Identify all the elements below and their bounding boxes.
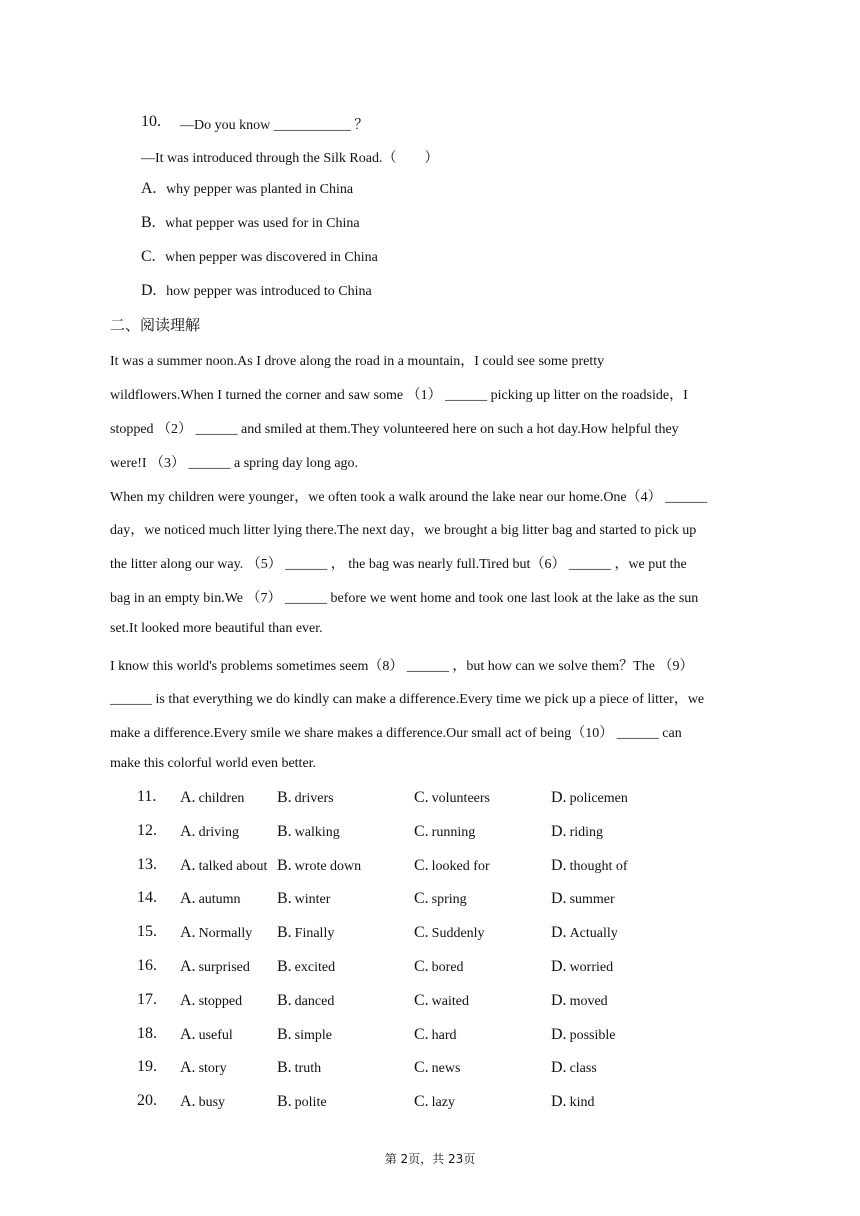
option-d	[551, 890, 615, 908]
option-text: children	[198, 791, 245, 806]
option-text: wrote down	[294, 859, 362, 874]
option-a	[180, 992, 242, 1010]
option-text: bored	[431, 960, 464, 975]
option-text: how pepper was introduced to China	[166, 284, 372, 299]
passage-line: stopped （2） ______ and smiled at them.They volunteered here on such a hot day.How helpful they	[110, 422, 679, 437]
option-letter: A.	[180, 789, 196, 806]
option-text: drivers	[294, 791, 334, 806]
option-a	[180, 1026, 233, 1044]
option-text: polite	[294, 1095, 327, 1110]
option-letter: C.	[414, 789, 429, 806]
option-text: excited	[294, 960, 336, 975]
option-d	[551, 1059, 597, 1077]
question-number: 15.	[137, 923, 157, 940]
option-c	[414, 857, 490, 875]
option-b	[277, 857, 361, 875]
passage-line: the litter along our way. （5） ______ ， the bag was nearly full.Tired but（6） ______ ，we put the	[110, 557, 687, 572]
option-text: spring	[431, 892, 467, 907]
option-letter: B.	[277, 1093, 292, 1110]
option-text: Suddenly	[431, 926, 485, 941]
option-letter: C.	[414, 890, 429, 907]
option-text: useful	[198, 1028, 233, 1043]
option-letter: A.	[180, 890, 196, 907]
option-text: worried	[569, 960, 614, 975]
option-text: news	[431, 1061, 461, 1076]
option-text: winter	[294, 892, 331, 907]
question-10-option-c	[141, 248, 378, 266]
option-a	[180, 1059, 227, 1077]
option-b	[277, 890, 330, 908]
option-text: riding	[569, 825, 604, 840]
option-letter: D.	[551, 958, 567, 975]
option-a	[180, 958, 250, 976]
option-d	[551, 992, 608, 1010]
option-letter: D.	[551, 890, 567, 907]
option-text: driving	[198, 825, 240, 840]
option-c	[414, 823, 475, 841]
option-a	[180, 890, 241, 908]
option-text: simple	[294, 1028, 333, 1043]
question-10-stem: —Do you know ___________ ？	[180, 118, 369, 133]
question-number: 13.	[137, 856, 157, 873]
option-letter: A.	[180, 823, 196, 840]
option-text: Finally	[294, 926, 335, 941]
option-text: talked about	[198, 859, 268, 874]
option-letter: C.	[414, 992, 429, 1009]
option-b	[277, 1026, 332, 1044]
option-b	[277, 1093, 327, 1111]
option-c	[414, 1093, 455, 1111]
option-a	[180, 823, 239, 841]
option-letter: A.	[180, 924, 196, 941]
option-text: waited	[431, 994, 469, 1009]
option-text: volunteers	[431, 791, 490, 806]
passage-line: wildflowers.When I turned the corner and saw some （1） ______ picking up litter on the roadside，I	[110, 388, 688, 403]
option-d	[551, 924, 618, 942]
option-text: when pepper was discovered in China	[165, 250, 378, 265]
option-letter: D.	[141, 282, 157, 299]
option-letter: B.	[277, 823, 292, 840]
passage-line: I know this world's problems sometimes seem（8） ______ ，but how can we solve them？The （9）	[110, 659, 694, 674]
option-letter: A.	[180, 1026, 196, 1043]
option-letter: B.	[277, 890, 292, 907]
question-10-option-b	[141, 214, 360, 232]
option-text: walking	[294, 825, 340, 840]
option-letter: C.	[414, 1093, 429, 1110]
option-c	[414, 890, 467, 908]
passage-line: set.It looked more beautiful than ever.	[110, 621, 323, 636]
question-number: 17.	[137, 991, 157, 1008]
option-text: thought of	[569, 859, 628, 874]
question-number: 20.	[137, 1092, 157, 1109]
option-text: autumn	[198, 892, 241, 907]
option-letter: D.	[551, 857, 567, 874]
option-text: running	[431, 825, 476, 840]
option-b	[277, 1059, 321, 1077]
option-letter: B.	[277, 789, 292, 806]
option-d	[551, 823, 603, 841]
option-letter: D.	[551, 1093, 567, 1110]
option-c	[414, 992, 469, 1010]
option-text: class	[569, 1061, 597, 1076]
option-letter: C.	[414, 823, 429, 840]
option-text: danced	[294, 994, 335, 1009]
question-number: 16.	[137, 957, 157, 974]
option-letter: D.	[551, 992, 567, 1009]
option-a	[180, 857, 267, 875]
question-10-option-a	[141, 180, 353, 198]
passage-line: When my children were younger，we often took a walk around the lake near our home.One（4） ______	[110, 490, 708, 505]
passage-line: day，we noticed much litter lying there.The next day，we brought a big litter bag and started to pick up	[110, 523, 697, 538]
option-letter: A.	[180, 992, 196, 1009]
option-text: story	[198, 1061, 227, 1076]
option-d	[551, 958, 613, 976]
option-d	[551, 857, 628, 875]
option-text: stopped	[198, 994, 243, 1009]
option-d	[551, 1026, 615, 1044]
option-text: why pepper was planted in China	[166, 182, 354, 197]
question-10-number: 10.	[141, 113, 161, 130]
option-letter: C.	[414, 857, 429, 874]
option-letter: B.	[277, 924, 292, 941]
option-letter: B.	[277, 992, 292, 1009]
option-letter: B.	[141, 214, 156, 231]
option-c	[414, 1059, 460, 1077]
option-letter: C.	[414, 1026, 429, 1043]
option-text: moved	[569, 994, 608, 1009]
question-number: 11.	[137, 788, 157, 805]
option-letter: D.	[551, 789, 567, 806]
option-b	[277, 958, 335, 976]
option-c	[414, 958, 464, 976]
option-text: what pepper was used for in China	[165, 216, 360, 231]
option-letter: B.	[277, 1026, 292, 1043]
option-text: summer	[569, 892, 615, 907]
option-text: hard	[431, 1028, 457, 1043]
option-letter: A.	[141, 180, 157, 197]
option-text: busy	[198, 1095, 226, 1110]
option-letter: A.	[180, 958, 196, 975]
option-text: lazy	[431, 1095, 455, 1110]
option-letter: A.	[180, 1093, 196, 1110]
option-letter: D.	[551, 1059, 567, 1076]
section-title: 二、阅读理解	[110, 316, 201, 334]
option-letter: C.	[414, 1059, 429, 1076]
passage-line: were!I （3） ______ a spring day long ago.	[110, 456, 359, 471]
option-letter: D.	[551, 924, 567, 941]
question-number: 19.	[137, 1058, 157, 1075]
passage-line: make this colorful world even better.	[110, 756, 317, 771]
option-letter: A.	[180, 1059, 196, 1076]
question-number: 14.	[137, 889, 157, 906]
passage-line: bag in an empty bin.We （7） ______ before we went home and took one last look at the lake as the sun	[110, 591, 699, 606]
option-letter: C.	[414, 958, 429, 975]
page-footer: 第 2页，共 23页	[384, 1152, 476, 1166]
option-d	[551, 789, 628, 807]
option-text: looked for	[431, 859, 490, 874]
option-text: policemen	[569, 791, 628, 806]
question-10-option-d	[141, 282, 372, 300]
passage-line: It was a summer noon.As I drove along the road in a mountain，I could see some pretty	[110, 354, 605, 369]
option-text: Actually	[569, 926, 618, 941]
option-letter: B.	[277, 1059, 292, 1076]
option-text: surprised	[198, 960, 250, 975]
option-a	[180, 789, 244, 807]
option-letter: C.	[414, 924, 429, 941]
option-letter: D.	[551, 1026, 567, 1043]
option-text: truth	[294, 1061, 322, 1076]
option-b	[277, 924, 334, 942]
option-b	[277, 789, 334, 807]
option-text: kind	[569, 1095, 595, 1110]
option-letter: B.	[277, 857, 292, 874]
option-d	[551, 1093, 594, 1111]
option-b	[277, 992, 334, 1010]
option-text: possible	[569, 1028, 616, 1043]
option-letter: D.	[551, 823, 567, 840]
question-10-answer-line: —It was introduced through the Silk Road.（ ）	[141, 151, 439, 166]
option-c	[414, 789, 490, 807]
option-letter: C.	[141, 248, 156, 265]
passage-line: ______ is that everything we do kindly can make a difference.Every time we pick up a piece of litter，we	[110, 692, 705, 707]
question-number: 12.	[137, 822, 157, 839]
option-letter: A.	[180, 857, 196, 874]
option-c	[414, 924, 485, 942]
option-letter: B.	[277, 958, 292, 975]
option-c	[414, 1026, 457, 1044]
option-b	[277, 823, 340, 841]
option-text: Normally	[198, 926, 253, 941]
option-a	[180, 1093, 225, 1111]
option-a	[180, 924, 252, 942]
question-number: 18.	[137, 1025, 157, 1042]
passage-line: make a difference.Every smile we share makes a difference.Our small act of being（10） ______ can	[110, 726, 682, 741]
